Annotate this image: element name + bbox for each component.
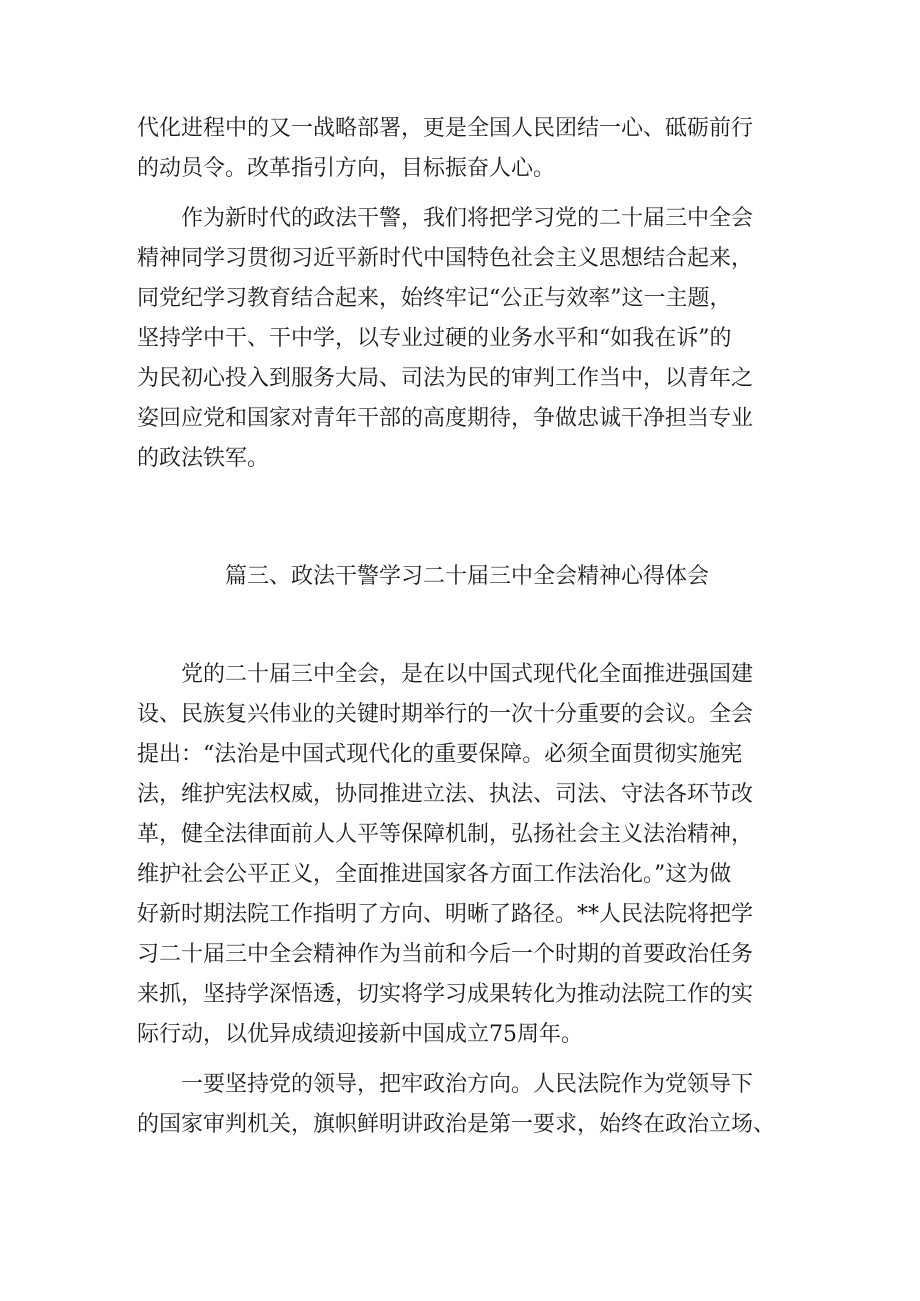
section-heading: 篇三、政法干警学习二十届三中全会精神心得体会 [224, 564, 709, 589]
text-line: 来抓，坚持学深悟透，切实将学习成果转化为推动法院工作的实 [137, 982, 754, 1007]
section1-text [137, 109, 797, 479]
text-line: 精神同学习贯彻习近平新时代中国特色社会主义思想结合起来， [137, 246, 754, 271]
text-line: 维护社会公平正义，全面推进国家各方面工作法治化。”这为做 [137, 862, 732, 887]
paragraph-1 [137, 109, 797, 189]
text-line: 法，维护宪法权威，协同推进立法、执法、司法、守法各环节改 [137, 782, 754, 807]
text-line: 代化进程中的又一战略部署，更是全国人民团结一心、砥砺前行 [137, 116, 754, 141]
text-line: 好新时期法院工作指明了方向、明晰了路径。**人民法院将把学 [137, 902, 754, 927]
text-line: 为民初心投入到服务大局、司法为民的审判工作当中，以青年之 [137, 366, 754, 391]
text-line: 的动员令。改革指引方向，目标振奋人心。 [137, 156, 556, 181]
text-line: 党的二十届三中全会，是在以中国式现代化全面推进强国建 [181, 662, 754, 687]
text-line: 设、民族复兴伟业的关键时期举行的一次十分重要的会议。全会 [137, 702, 754, 727]
text-line: 提出：“法治是中国式现代化的重要保障。必须全面贯彻实施宪 [137, 742, 743, 767]
section2-text [137, 655, 797, 1145]
text-line: 习二十届三中全会精神作为当前和今后一个时期的首要政治任务 [137, 942, 754, 967]
text-line: 同党纪学习教育结合起来，始终牢记“公正与效率”这一主题， [137, 286, 732, 311]
text-line: 姿回应党和国家对青年干部的高度期待，争做忠诚干净担当专业 [137, 406, 754, 431]
text-line: 坚持学中干、干中学，以专业过硬的业务水平和“如我在诉”的 [137, 326, 732, 351]
text-line: 际行动，以优异成绩迎接新中国成立75周年。 [137, 1022, 583, 1047]
paragraph-4 [137, 1065, 797, 1145]
text-line: 革，健全法律面前人人平等保障机制，弘扬社会主义法治精神， [137, 822, 754, 847]
paragraph-2 [137, 199, 797, 479]
text-line: 的政法铁军。 [137, 446, 270, 471]
text-line: 作为新时代的政法干警，我们将把学习党的二十届三中全会 [181, 206, 754, 231]
paragraph-3 [137, 655, 797, 1055]
text-line: 一要坚持党的领导，把牢政治方向。人民法院作为党领导下 [181, 1072, 754, 1097]
text-line: 的国家审判机关，旗帜鲜明讲政治是第一要求，始终在政治立场、 [137, 1112, 776, 1137]
